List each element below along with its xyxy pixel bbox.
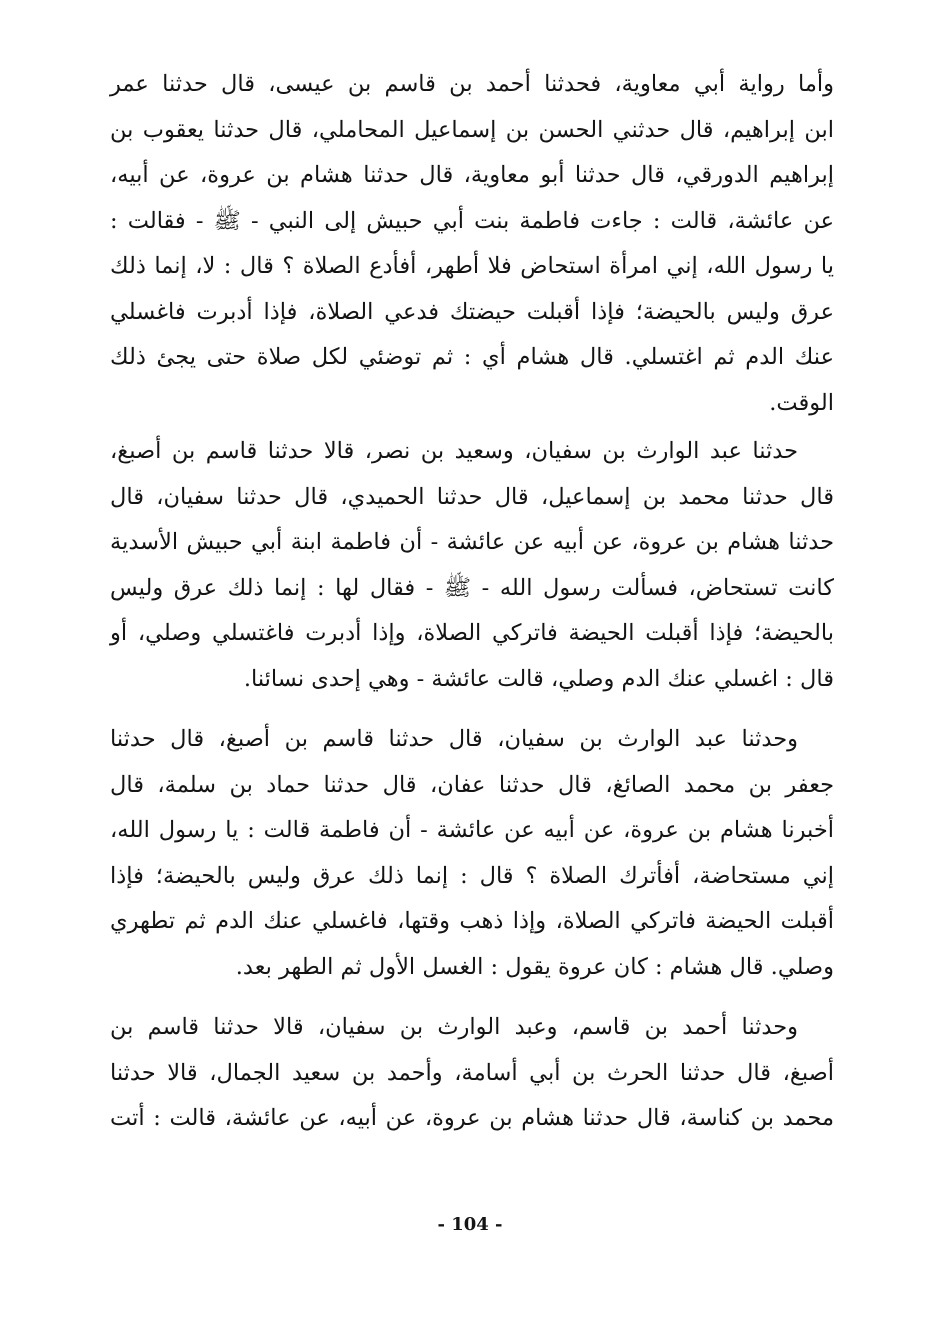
text-line: إني مستحاضة، أفأترك الصلاة ؟ قال : إنما ذلك عرق وليس بالحيضة؛ فإذا: [110, 862, 834, 889]
text-line: وحدثنا أحمد بن قاسم، وعبد الوارث بن سفيان، قالا حدثنا قاسم بن: [110, 1014, 798, 1040]
paragraph-4: [110, 1005, 834, 1142]
text-line: وحدثنا عبد الوارث بن سفيان، قال حدثنا قاسم بن أصبغ، قال حدثنا: [110, 726, 798, 752]
text-line: كانت تستحاض، فسألت رسول الله - ﷺ - فقال لها : إنما ذلك عرق وليس: [110, 574, 834, 601]
text-line: الوقت.: [769, 389, 834, 416]
text-line: عن عائشة، قالت : جاءت فاطمة بنت أبي حبيش إلى النبي - ﷺ - فقالت :: [110, 207, 834, 234]
text-line: وصلي. قال هشام : كان عروة يقول : الغسل الأول ثم الطهر بعد.: [235, 953, 834, 980]
text-line: بالحيضة؛ فإذا أقبلت الحيضة فاتركي الصلاة، وإذا أدبرت فاغتسلي وصلي، أو: [110, 620, 834, 646]
text-line: جعفر بن محمد الصائغ، قال حدثنا عفان، قال حدثنا حماد بن سلمة، قال: [110, 771, 834, 798]
text-line: عرق وليس بالحيضة؛ فإذا أقبلت حيضتك فدعي الصلاة، فإذا أدبرت فاغسلي: [110, 298, 834, 325]
text-line: حدثنا هشام بن عروة، عن أبيه عن عائشة - أن فاطمة ابنة أبي حبيش الأسدية: [110, 529, 834, 555]
text-line: قال : اغسلي عنك الدم وصلي، قالت عائشة - وهي إحدى نسائنا.: [243, 665, 834, 692]
text-line: محمد بن كناسة، قال حدثنا هشام بن عروة، عن أبيه، عن عائشة، قالت : أتت: [110, 1105, 834, 1131]
paragraph-2: [110, 429, 834, 702]
paragraph-1: [110, 62, 834, 426]
text-line: حدثنا عبد الوارث بن سفيان، وسعيد بن نصر، قالا حدثنا قاسم بن أصبغ،: [110, 438, 798, 464]
text-line: أخبرنا هشام بن عروة، عن أبيه عن عائشة - أن فاطمة قالت : يا رسول الله،: [110, 817, 834, 843]
text-line: عنك الدم ثم اغتسلي. قال هشام أي : ثم توضئي لكل صلاة حتى يجئ ذلك: [110, 344, 834, 370]
text-line: أصبغ، قال حدثنا الحرث بن أبي أسامة، وأحمد بن سعيد الجمال، قالا حدثنا: [110, 1059, 834, 1086]
text-line: وأما رواية أبي معاوية، فحدثنا أحمد بن قاسم بن عيسى، قال حدثنا عمر: [110, 71, 834, 97]
page-number: - 104 -: [437, 1214, 503, 1235]
text-line: ابن إبراهيم، قال حدثني الحسن بن إسماعيل المحاملي، قال حدثنا يعقوب بن: [110, 116, 834, 143]
text-line: أقبلت الحيضة فاتركي الصلاة، وإذا ذهب وقتها، فاغسلي عنك الدم ثم تطهري: [110, 908, 834, 934]
text-line: إبراهيم الدورقي، قال حدثنا أبو معاوية، قال حدثنا هشام بن عروة، عن أبيه،: [110, 162, 834, 188]
text-line: يا رسول الله، إني امرأة استحاض فلا أطهر، أفأدع الصلاة ؟ قال : لا، إنما ذلك: [110, 253, 834, 279]
paragraph-3: [110, 717, 834, 990]
text-line: قال حدثنا محمد بن إسماعيل، قال حدثنا الحميدي، قال حدثنا سفيان، قال: [110, 483, 834, 510]
